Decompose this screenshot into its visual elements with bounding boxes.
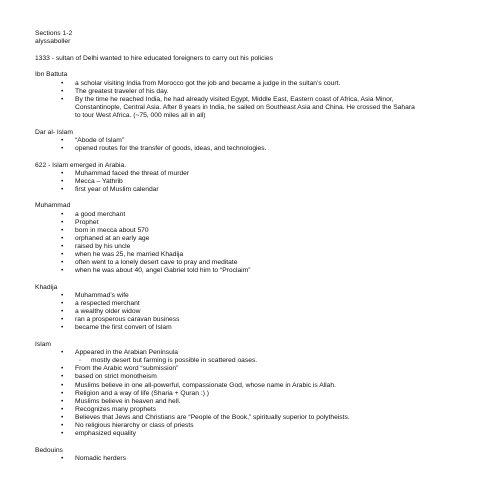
bullet-text: • emphasized equality <box>75 430 136 438</box>
bullet-text: • “Abode of Islam” <box>75 136 125 144</box>
bullet-text: • Muhammad faced the threat of murder <box>75 169 190 177</box>
bullet-item <box>35 227 475 235</box>
bullet-text: • a respected merchant <box>75 300 140 308</box>
bullet-item <box>35 80 475 88</box>
bullet-text: • Prophet <box>75 218 99 226</box>
bullet-item <box>35 170 475 178</box>
bullet-list <box>35 80 475 120</box>
bullet-list <box>35 349 475 438</box>
bullet-text: • Mecca – Yathrib <box>75 177 123 185</box>
bullet-text: • Religion and a way of life (Sharia + Quran :) ) <box>75 389 210 397</box>
bullet-item <box>35 292 475 300</box>
section-heading: Islam <box>35 341 51 349</box>
bullet-list <box>35 211 475 276</box>
bullet-text: • often went to a lonely desert cave to pray and meditate <box>75 259 238 267</box>
bullet-text: • born in mecca about 570 <box>75 226 149 234</box>
intro-paragraph: 1333 - sultan of Delhi wanted to hire educated foreigners to carry out his policies <box>35 54 273 62</box>
bullet-item <box>35 406 475 414</box>
bullet-list <box>35 455 475 463</box>
bullet-item <box>35 186 475 194</box>
bullet-text: • Recognizes many prophets <box>75 405 157 413</box>
bullet-item <box>35 308 475 316</box>
document-title: Sections 1-2 <box>35 30 73 37</box>
section-heading: 622 - Islam emerged in Arabia. <box>35 161 127 169</box>
bullet-item <box>35 414 475 422</box>
bullet-text: to tour West Africa. (~75, 000 miles all in all) <box>75 111 206 119</box>
bullet-text: • became the first convert of Islam <box>75 324 172 332</box>
bullet-item <box>35 390 475 398</box>
bullet-text: • Muslims believe in one all-powerful, compassionate God, whose name in Arabic is Allah. <box>75 381 336 389</box>
bullet-text: • Appeared in the Arabian Peninsula <box>75 349 178 357</box>
bullet-text: • when he was about 40, angel Gabriel told him to “Proclaim” <box>75 267 251 275</box>
bullet-item <box>35 251 475 259</box>
section-heading: Khadija <box>35 283 58 291</box>
bullet-text: • The greatest traveler of his day. <box>75 87 169 95</box>
bullet-item <box>35 300 475 308</box>
section-heading: Ibn Battuta <box>35 71 68 79</box>
bullet-text: • No religious hierarchy or class of priests <box>75 422 194 429</box>
bullet-list <box>35 170 475 194</box>
bullet-item <box>35 382 475 390</box>
bullet-text: • Muslims believe in heaven and hell. <box>75 397 181 405</box>
bullet-list <box>35 137 475 153</box>
bullet-item <box>35 267 475 275</box>
bullet-item <box>35 373 475 381</box>
bullet-item <box>35 96 475 120</box>
bullet-item <box>35 316 475 324</box>
bullet-item <box>35 211 475 219</box>
bullet-item <box>35 365 475 373</box>
bullet-text: • ran a prosperous caravan business <box>75 316 180 324</box>
bullet-text: • a wealthy older widow <box>75 308 141 316</box>
bullet-text: • Nomadic herders <box>75 454 126 462</box>
bullet-item <box>35 357 475 365</box>
bullet-text: • From the Arabic word “submission” <box>75 365 179 373</box>
bullet-item <box>35 88 475 96</box>
bullet-item <box>35 259 475 267</box>
bullet-item <box>35 219 475 227</box>
document-author: alyssaboller <box>35 38 71 46</box>
bullet-text: • a scholar visiting India from Morocco got the job and became a judge in the sultan’s court. <box>75 79 341 87</box>
section-heading: Bedouins <box>35 446 63 454</box>
bullet-text: Constantinople, Central Asia. After 8 years in India, he sailed on Southeast Asia and China. He crossed the Sahara <box>75 103 415 111</box>
bullet-text: • orphaned at an early age <box>75 234 150 242</box>
bullet-text: • when he was 25, he married Khadija <box>75 251 184 259</box>
bullet-item <box>35 243 475 251</box>
bullet-item <box>35 398 475 406</box>
section-heading: Dar al- Islam <box>35 128 73 136</box>
bullet-item <box>35 324 475 332</box>
bullet-text: • first year of Muslim calendar <box>75 185 159 193</box>
bullet-text: • Muhammad’s wife <box>75 292 129 299</box>
bullet-text: • opened routes for the transfer of goods, ideas, and technologies. <box>75 144 267 152</box>
bullet-text: ◦ mostly desert but farming is possible in scattered oases. <box>91 357 258 365</box>
bullet-text: • based on strict monotheism <box>75 373 157 381</box>
bullet-item <box>35 137 475 145</box>
bullet-text: • raised by his uncle <box>75 242 131 250</box>
bullet-item <box>35 178 475 186</box>
bullet-text: • By the time he reached India, he had already visited Egypt, Middle East, Eastern coast of Africa, Asia Minor, <box>75 95 394 103</box>
section-heading: Muhammad <box>35 202 71 210</box>
bullet-text: • a good merchant <box>75 210 126 218</box>
bullet-item <box>35 422 475 430</box>
bullet-text: • Believes that Jews and Christians are “People of the Book,” spiritually superior to polytheists. <box>75 413 350 421</box>
bullet-item <box>35 455 475 463</box>
bullet-list <box>35 292 475 332</box>
bullet-item <box>35 430 475 438</box>
bullet-item <box>35 145 475 153</box>
bullet-item <box>35 349 475 357</box>
notes-body <box>35 63 475 463</box>
bullet-item <box>35 235 475 243</box>
